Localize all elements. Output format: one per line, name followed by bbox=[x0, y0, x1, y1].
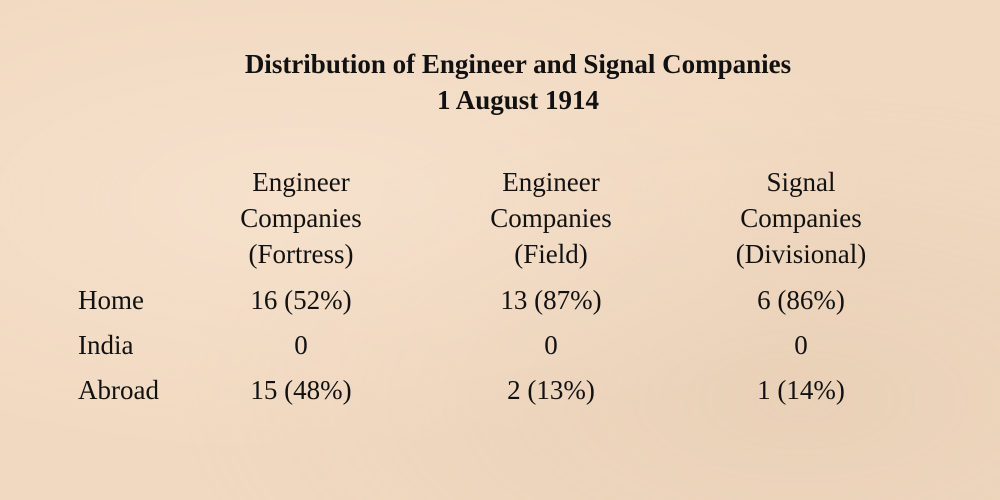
row-label-india: India bbox=[78, 330, 134, 360]
table-cell: 6 (86%) bbox=[757, 285, 845, 315]
column-header-line: Engineer bbox=[502, 167, 600, 197]
table-cell: 13 (87%) bbox=[500, 285, 602, 315]
column-header-line: (Fortress) bbox=[248, 239, 354, 269]
column-header-line: (Field) bbox=[514, 239, 588, 269]
table-cell: 0 bbox=[294, 330, 308, 360]
column-header-fortress bbox=[181, 164, 421, 272]
table-cell: 0 bbox=[544, 330, 558, 360]
column-header-line: (Divisional) bbox=[735, 239, 867, 269]
column-header-line: Companies bbox=[740, 203, 862, 233]
column-header-line: Signal bbox=[766, 167, 836, 197]
column-header-divisional bbox=[681, 164, 921, 272]
row-label-home: Home bbox=[78, 285, 144, 315]
table-cell: 15 (48%) bbox=[250, 375, 352, 405]
column-header-field bbox=[431, 164, 671, 272]
table-cell: 2 (13%) bbox=[507, 375, 595, 405]
table-title bbox=[0, 46, 1000, 118]
title-line-1: Distribution of Engineer and Signal Companies bbox=[244, 49, 792, 79]
table-cell: 16 (52%) bbox=[250, 285, 352, 315]
column-header-line: Companies bbox=[490, 203, 612, 233]
row-label-abroad: Abroad bbox=[78, 375, 159, 405]
title-line-2: 1 August 1914 bbox=[436, 85, 600, 115]
table-cell: 1 (14%) bbox=[757, 375, 845, 405]
table-cell: 0 bbox=[794, 330, 808, 360]
column-header-line: Companies bbox=[240, 203, 362, 233]
column-header-line: Engineer bbox=[252, 167, 350, 197]
